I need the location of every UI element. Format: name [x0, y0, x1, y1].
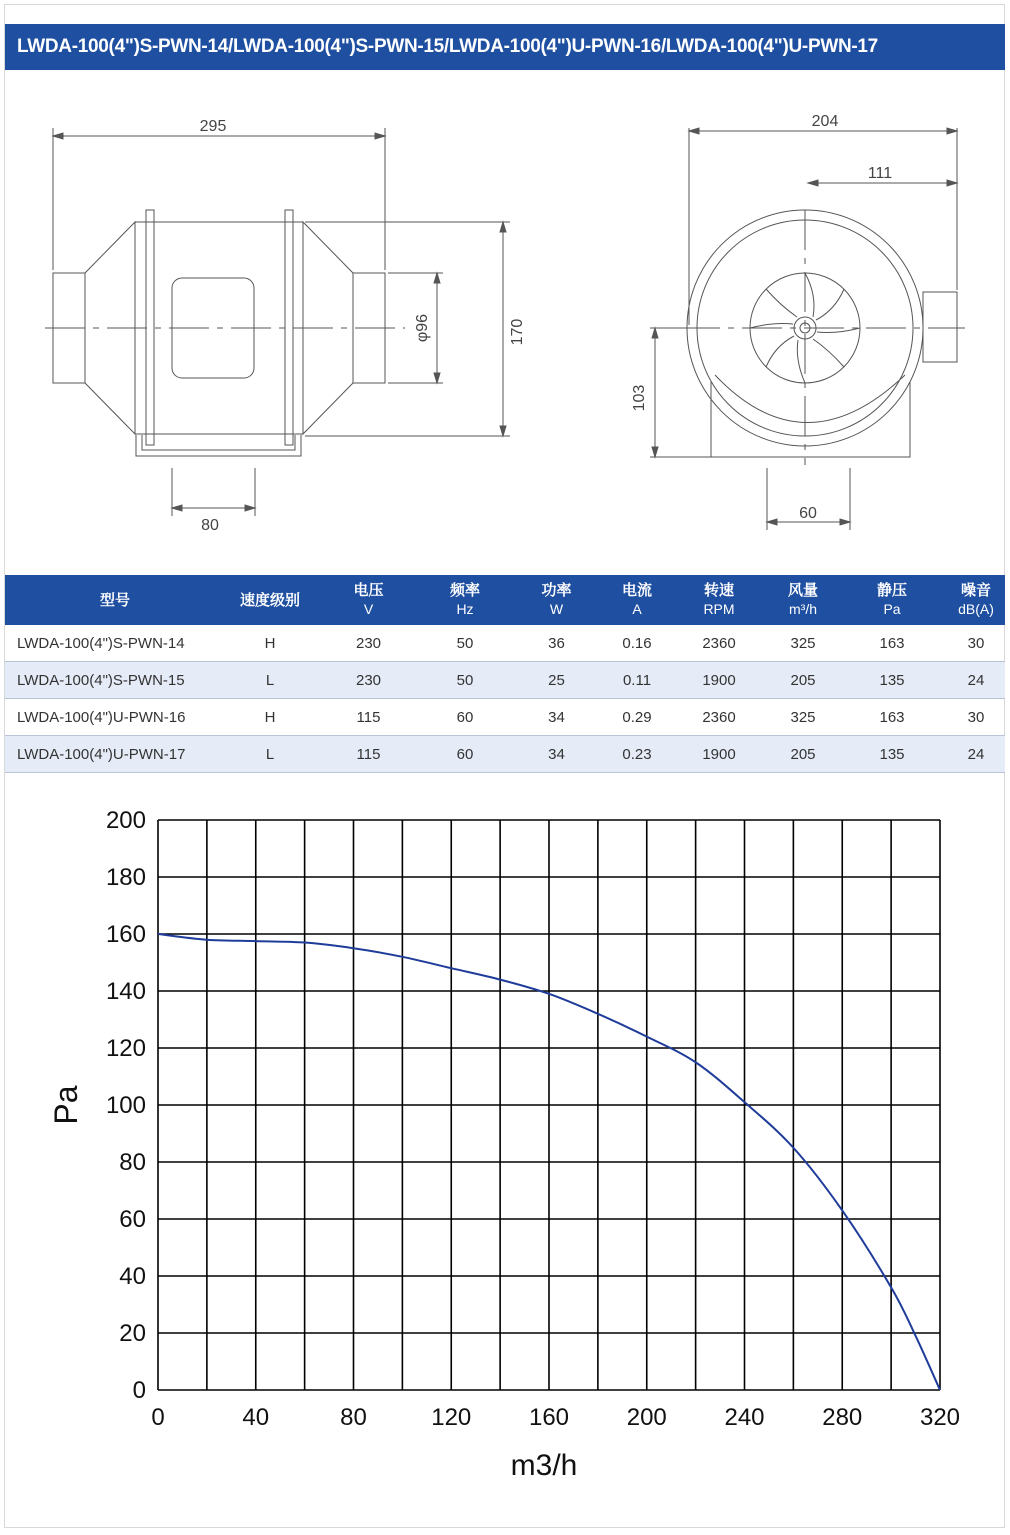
table-row [5, 699, 1005, 736]
cell-noise: 24 [947, 736, 1005, 773]
header-power: 功率 W [508, 575, 605, 625]
cell-power: 25 [508, 662, 605, 699]
x-tick-label: 40 [242, 1404, 270, 1431]
cell-power: 34 [508, 736, 605, 773]
cell-airflow: 325 [769, 699, 837, 736]
cell-power: 36 [508, 625, 605, 662]
x-tick-label: 240 [724, 1404, 765, 1431]
cell-current: 0.16 [605, 625, 669, 662]
header-airflow: 风量 m³/h [769, 575, 837, 625]
cell-model: LWDA-100(4")U-PWN-16 [5, 699, 225, 736]
cell-noise: 30 [947, 699, 1005, 736]
cell-current: 0.29 [605, 699, 669, 736]
dimension-drawing [5, 70, 1005, 575]
dim-height: 170 [509, 318, 526, 346]
dim-front-base-width: 60 [799, 505, 817, 522]
cell-power: 34 [508, 699, 605, 736]
y-tick-label: 80 [119, 1149, 146, 1176]
cell-voltage: 230 [315, 662, 422, 699]
header-static-pressure: 静压 Pa [837, 575, 947, 625]
y-tick-label: 160 [105, 921, 146, 948]
y-tick-label: 200 [105, 807, 146, 834]
dim-length: 295 [199, 118, 227, 135]
table-header-row [5, 575, 1005, 625]
cell-model: LWDA-100(4")S-PWN-15 [5, 662, 225, 699]
cell-frequency: 60 [422, 699, 508, 736]
header-speed-level: 速度级别 [225, 575, 315, 625]
x-tick-label: 160 [528, 1404, 570, 1431]
cell-speed-level: H [225, 699, 315, 736]
page-title: LWDA-100(4")S-PWN-14/LWDA-100(4")S-PWN-15/LWDA-100(4")U-PWN-16/LWDA-100(4")U-PWN-17 [5, 24, 1005, 70]
x-tick-label: 280 [822, 1404, 863, 1431]
y-tick-label: 180 [105, 864, 146, 891]
cell-voltage: 115 [315, 736, 422, 773]
cell-voltage: 230 [315, 625, 422, 662]
cell-model: LWDA-100(4")S-PWN-14 [5, 625, 225, 662]
table-row [5, 736, 1005, 773]
cell-speed-level: L [225, 662, 315, 699]
cell-static-pressure: 163 [837, 625, 947, 662]
cell-airflow: 325 [769, 625, 837, 662]
y-tick-label: 140 [105, 978, 146, 1005]
cell-static-pressure: 135 [837, 662, 947, 699]
cell-speed: 2360 [669, 699, 769, 736]
x-tick-label: 320 [919, 1404, 961, 1431]
header-noise: 噪音 dB(A) [947, 575, 1005, 625]
header-frequency: 频率 Hz [422, 575, 508, 625]
table-row [5, 625, 1005, 662]
cell-airflow: 205 [769, 662, 837, 699]
dim-center-height: 103 [631, 384, 648, 412]
cell-speed: 1900 [669, 662, 769, 699]
cell-current: 0.23 [605, 736, 669, 773]
y-tick-label: 0 [132, 1377, 146, 1404]
y-tick-label: 40 [119, 1263, 146, 1290]
y-tick-label: 20 [119, 1320, 146, 1347]
cell-frequency: 50 [422, 625, 508, 662]
cell-static-pressure: 163 [837, 699, 947, 736]
cell-noise: 30 [947, 625, 1005, 662]
y-tick-label: 120 [105, 1035, 146, 1062]
cell-static-pressure: 135 [837, 736, 947, 773]
header-voltage: 电压 V [315, 575, 422, 625]
cell-voltage: 115 [315, 699, 422, 736]
y-axis-label: Pa [48, 1085, 84, 1125]
dim-offset: 111 [867, 165, 893, 182]
header-model: 型号 [5, 575, 225, 625]
cell-speed-level: H [225, 625, 315, 662]
cell-model: LWDA-100(4")U-PWN-17 [5, 736, 225, 773]
spec-table [5, 575, 1005, 773]
cell-speed: 2360 [669, 625, 769, 662]
performance-chart [5, 780, 1005, 1525]
header-speed: 转速 RPM [669, 575, 769, 625]
side-view [45, 118, 526, 534]
cell-frequency: 50 [422, 662, 508, 699]
x-tick-label: 80 [340, 1404, 367, 1431]
cell-frequency: 60 [422, 736, 508, 773]
y-tick-label: 60 [119, 1206, 146, 1233]
x-axis-label: m3/h [510, 1449, 578, 1482]
header-current: 电流 A [605, 575, 669, 625]
cell-airflow: 205 [769, 736, 837, 773]
x-tick-label: 120 [431, 1404, 472, 1431]
front-view [631, 113, 965, 530]
cell-speed: 1900 [669, 736, 769, 773]
y-tick-label: 100 [105, 1092, 146, 1119]
cell-noise: 24 [947, 662, 1005, 699]
cell-current: 0.11 [605, 662, 669, 699]
cell-speed-level: L [225, 736, 315, 773]
dim-base-width: 80 [201, 517, 219, 534]
dim-diameter: φ96 [414, 313, 431, 343]
x-tick-label: 200 [626, 1404, 667, 1431]
x-tick-label: 0 [151, 1404, 165, 1431]
dim-width: 204 [811, 113, 839, 130]
table-row [5, 662, 1005, 699]
